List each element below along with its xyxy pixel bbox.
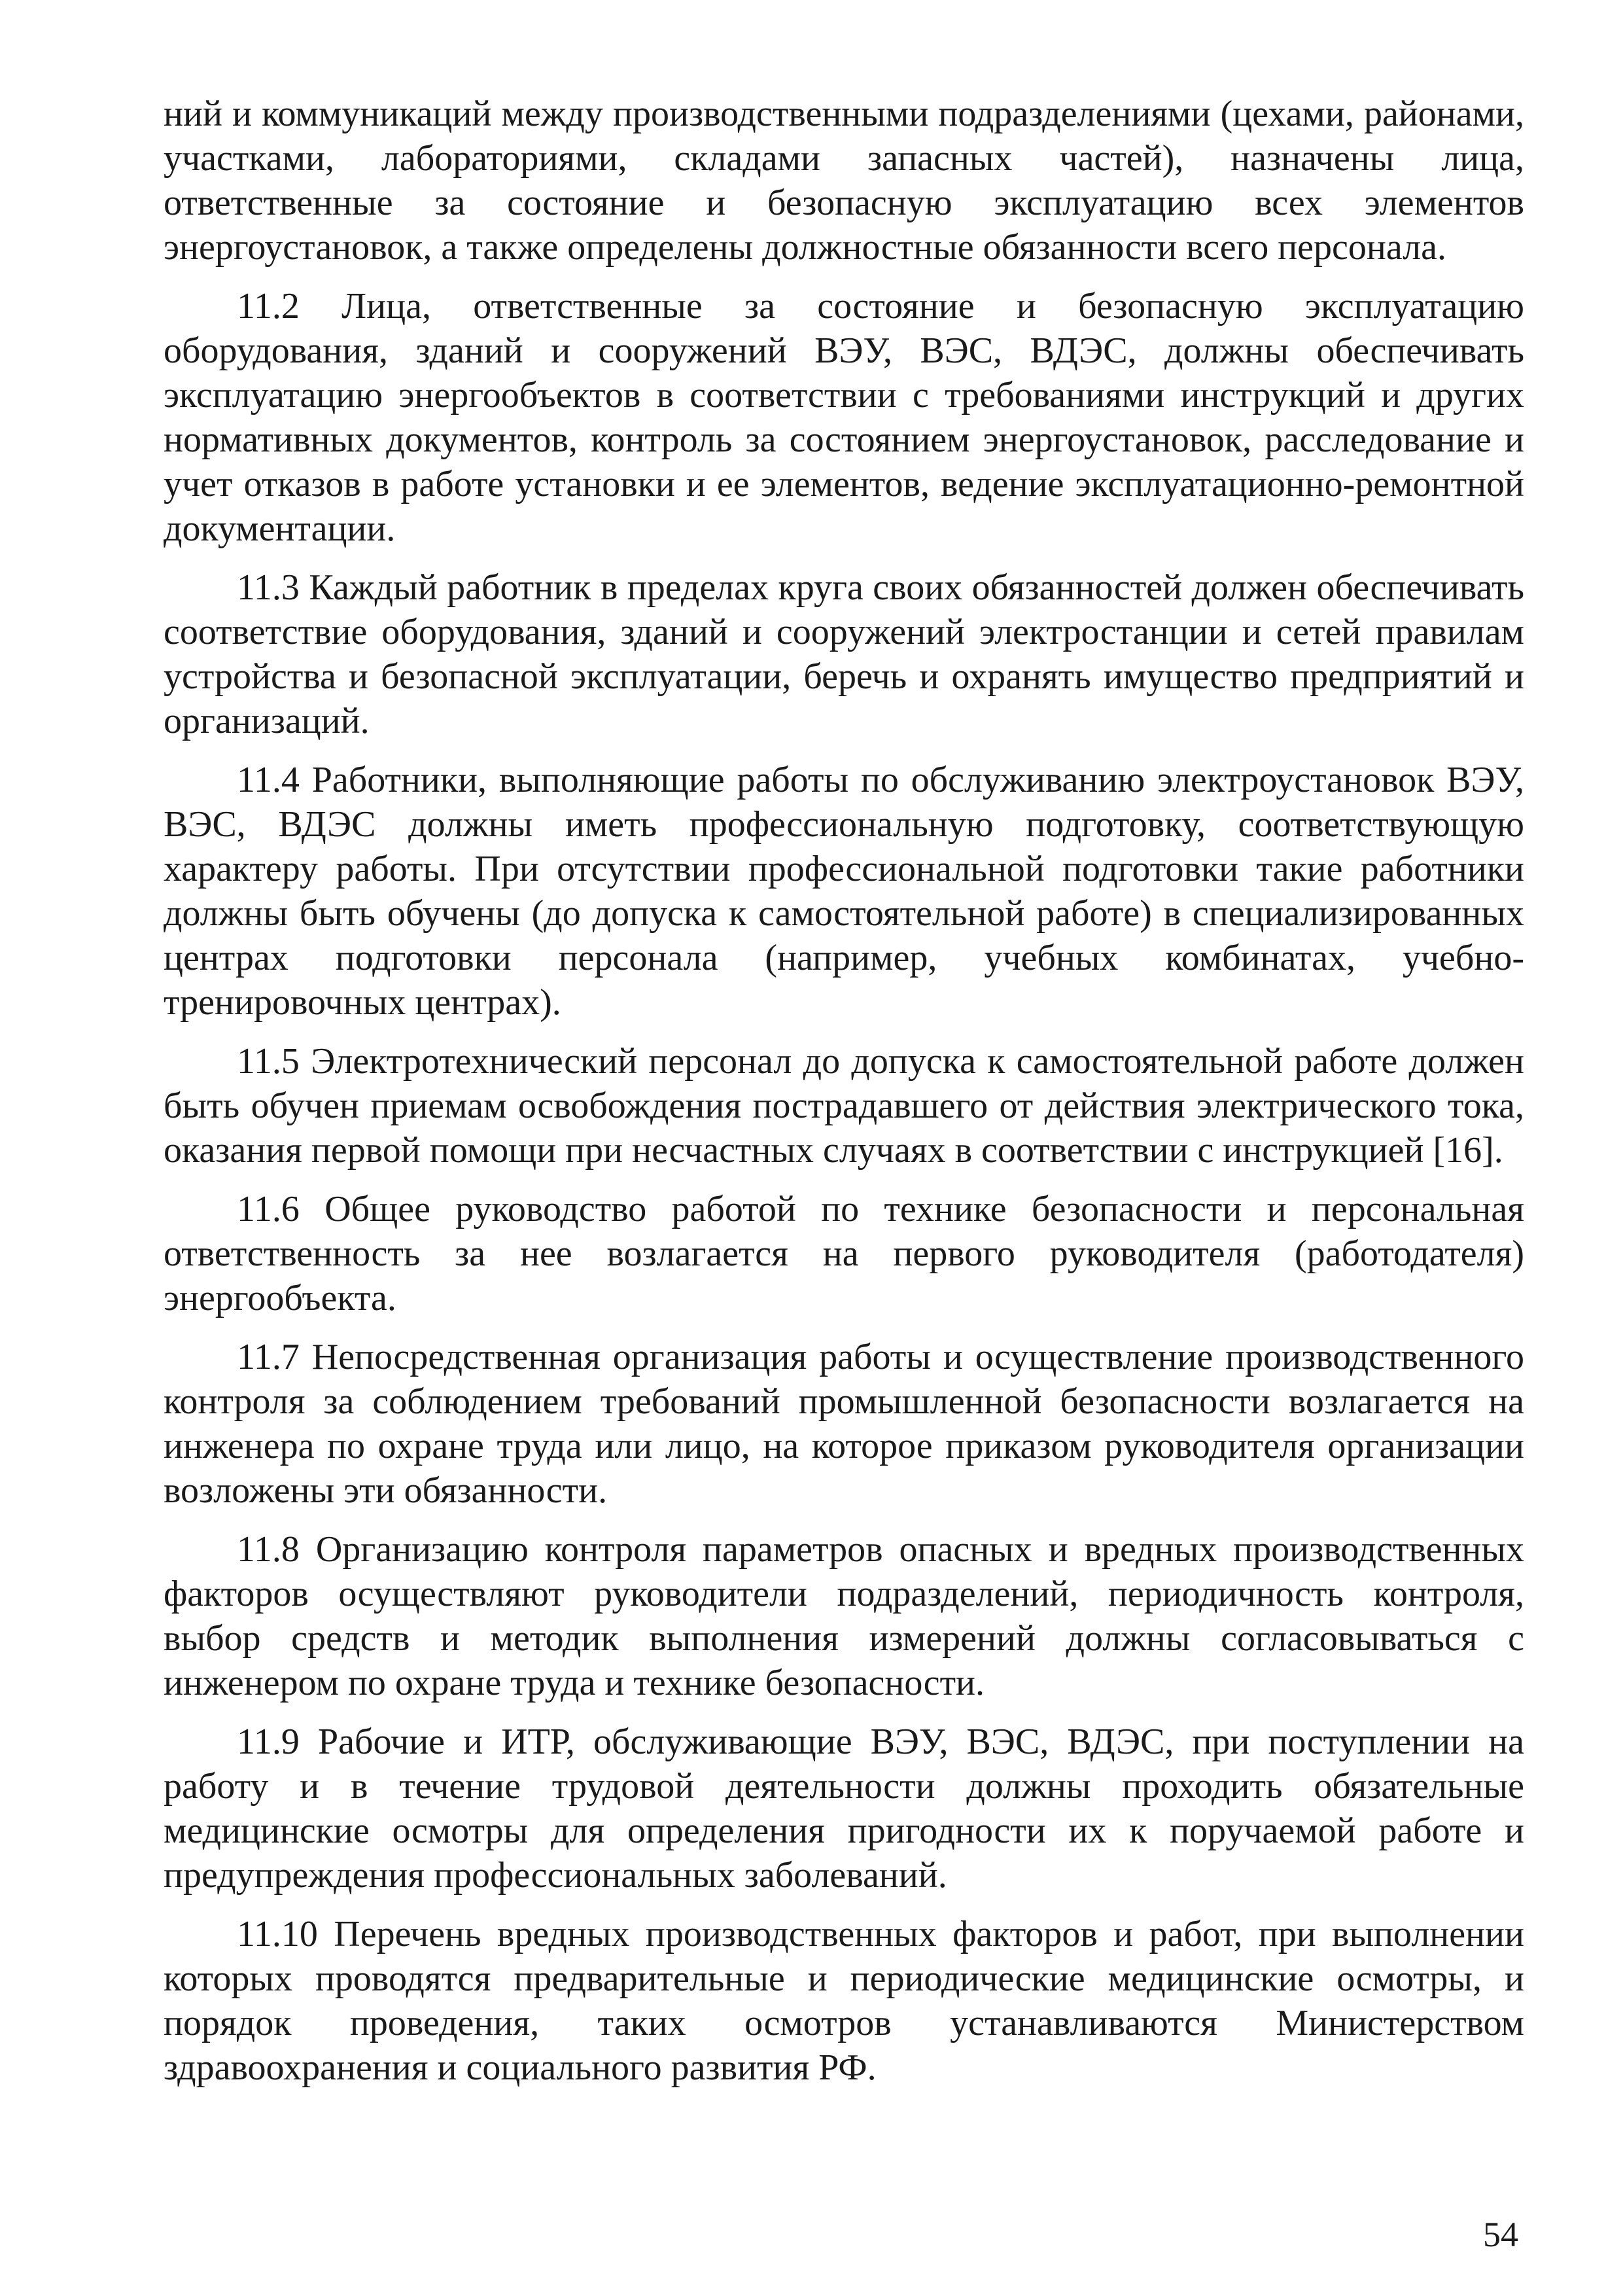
paragraph-11-4: 11.4 Работники, выполняющие работы по обслуживанию электроустановок ВЭУ, ВЭС, ВДЭС должны иметь профессиональную подготовку, соответствующую характеру работы. При отсутствии профессиональной подготовки такие работники должны быть обучены (до допуска к самостоятельной работе) в специализированных центрах подготовки персонала (например, учебных комбинатах, учебно-тренировочных центрах). <box>164 760 1524 1023</box>
paragraph-11-9: 11.9 Рабочие и ИТР, обслуживающие ВЭУ, ВЭС, ВДЭС, при поступлении на работу и в течение трудовой деятельности должны проходить обязательные медицинские осмотры для определения пригодности их к поручаемой работе и предупреждения профессиональных заболеваний. <box>164 1722 1524 1896</box>
paragraph-11-8: 11.8 Организацию контроля параметров опасных и вредных производственных факторов осуществляют руководители подразделений, периодичность контроля, выбор средств и методик выполнения измерений должны согласовываться с инженером по охране труда и технике безопасности. <box>164 1529 1524 1703</box>
paragraph-11-3: 11.3 Каждый работник в пределах круга своих обязанностей должен обеспечивать соответствие оборудования, зданий и сооружений электростанции и сетей правилам устройства и безопасной эксплуатации, беречь и охранять имущество предприятий и организаций. <box>164 567 1524 741</box>
document-page <box>164 92 1524 2104</box>
paragraph-11-7: 11.7 Непосредственная организация работы и осуществление производственного контроля за соблюдением требований промышленной безопасности возлагается на инженера по охране труда или лицо, на которое приказом руководителя организации возложены эти обязанности. <box>164 1337 1524 1511</box>
paragraph-continuation: ний и коммуникаций между производственными подразделениями (цехами, районами, участками, лабораториями, складами запасных частей), назначены лица, ответственные за состояние и безопасную эксплуатацию всех элементов энергоустановок, а также определены должностные обязанности всего персонала. <box>164 94 1524 268</box>
paragraph-11-2: 11.2 Лица, ответственные за состояние и безопасную эксплуатацию оборудования, зданий и сооружений ВЭУ, ВЭС, ВДЭС, должны обеспечивать эксплуатацию энергообъектов в соответствии с требованиями инструкций и других нормативных документов, контроль за состоянием энергоустановок, расследование и учет отказов в работе установки и ее элементов, ведение эксплуатационно-ремонтной документации. <box>164 286 1524 549</box>
paragraph-11-5: 11.5 Электротехнический персонал до допуска к самостоятельной работе должен быть обучен приемам освобождения пострадавшего от действия электрического тока, оказания первой помощи при несчастных случаях в соответствии с инструкцией [16]. <box>164 1041 1524 1171</box>
paragraph-11-6: 11.6 Общее руководство работой по технике безопасности и персональная ответственность за нее возлагается на первого руководителя (работодателя) энергообъекта. <box>164 1189 1524 1318</box>
page-number: 54 <box>1483 2215 1518 2254</box>
paragraph-11-10: 11.10 Перечень вредных производственных факторов и работ, при выполнении которых проводятся предварительные и периодические медицинские осмотры, и порядок проведения, таких осмотров устанавливаются Министерством здравоохранения и социального развития РФ. <box>164 1914 1524 2088</box>
